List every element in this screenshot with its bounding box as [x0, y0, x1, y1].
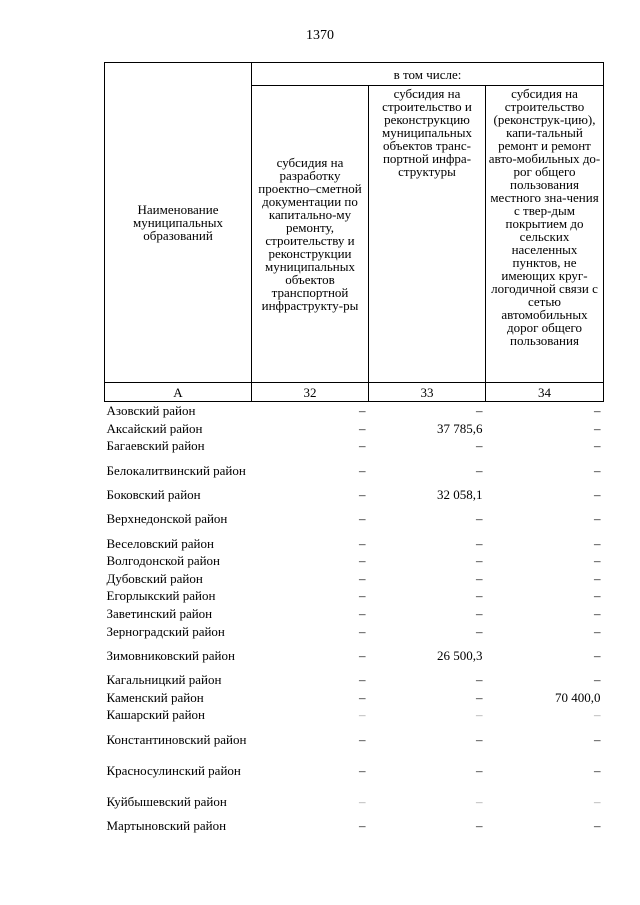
value-col-32: – [359, 570, 366, 586]
table-row [105, 503, 604, 534]
column-header-33: субсидия на строительство и реконструкцию муниципальных объектов транс-портной инфра-структуры [369, 86, 486, 383]
district-name: Волгодонской район [106, 553, 221, 569]
district-name: Боковский район [106, 487, 201, 503]
table-row [105, 706, 604, 724]
district-name: Зерноградский район [106, 623, 225, 639]
value-col-33: – [476, 606, 483, 622]
value-col-33: – [476, 689, 483, 705]
page-number: 1370 [306, 28, 334, 43]
table-header [105, 63, 604, 402]
value-col-32: – [359, 462, 366, 478]
value-col-33: – [476, 707, 483, 723]
column-group-header: в том числе: [252, 63, 604, 86]
value-col-34: – [594, 707, 601, 723]
table-row [105, 671, 604, 689]
table-row [105, 587, 604, 605]
value-col-33: – [476, 588, 483, 604]
value-col-34: – [594, 570, 601, 586]
value-col-34: – [594, 647, 601, 663]
column-header-name: Наименование муниципальных образований [105, 63, 252, 383]
table-row [105, 640, 604, 671]
value-col-34: – [594, 553, 601, 569]
district-name: Кашарский район [106, 707, 205, 723]
table-row [105, 755, 604, 786]
value-col-33: 32 058,1 [437, 487, 483, 503]
column-header-34: субсидия на строительство (реконструк-цию), капи-тальный ремонт и ремонт авто-мобильных до-рог общего пользования местного зна-чения с твер-дым покрытием до сельских населенных пунктов, не имеющих круг-логодичной связи с сетью автомобильных дорог общего пользования [486, 86, 604, 383]
value-col-33: – [476, 511, 483, 527]
value-col-33: 37 785,6 [437, 420, 483, 436]
district-name: Каменский район [106, 689, 204, 705]
value-col-32: – [359, 606, 366, 622]
district-name: Веселовский район [106, 535, 214, 551]
value-col-33: – [476, 762, 483, 778]
table-row [105, 622, 604, 640]
value-col-32: – [359, 793, 366, 809]
value-col-32: – [359, 623, 366, 639]
value-col-33: – [476, 403, 483, 419]
value-col-33: – [476, 672, 483, 688]
value-col-33: – [476, 818, 483, 834]
district-name: Багаевский район [106, 438, 205, 454]
column-number-33: 33 [369, 383, 486, 402]
value-col-32: – [359, 487, 366, 503]
value-col-34: – [594, 403, 601, 419]
table-row [105, 570, 604, 588]
value-col-34: – [594, 588, 601, 604]
value-col-33: – [476, 535, 483, 551]
value-col-32: – [359, 762, 366, 778]
value-col-33: – [476, 793, 483, 809]
district-name: Заветинский район [106, 606, 213, 622]
table-row [105, 689, 604, 707]
district-name: Азовский район [106, 403, 196, 419]
district-name: Мартыновский район [106, 818, 227, 834]
table-row [105, 534, 604, 552]
table-row [105, 486, 604, 504]
table-row [105, 420, 604, 438]
value-col-34: – [594, 535, 601, 551]
district-name: Кагальницкий район [106, 672, 222, 688]
value-col-32: – [359, 420, 366, 436]
value-col-34: 70 400,0 [555, 689, 601, 705]
value-col-33: – [476, 731, 483, 747]
table-row [105, 724, 604, 755]
value-col-34: – [594, 438, 601, 454]
value-col-32: – [359, 403, 366, 419]
value-col-33: – [476, 438, 483, 454]
table-row [105, 786, 604, 817]
subsidy-table [104, 62, 604, 834]
value-col-34: – [594, 487, 601, 503]
district-name: Красносулинский район [106, 762, 241, 778]
value-col-34: – [594, 623, 601, 639]
table-row [105, 455, 604, 486]
value-col-32: – [359, 818, 366, 834]
table-row [105, 605, 604, 623]
district-name: Белокалитвинский район [106, 462, 246, 478]
column-number-row [105, 383, 604, 402]
value-col-32: – [359, 553, 366, 569]
column-header-32: субсидия на разработку проектно–сметной документации по капитально-му ремонту, строительству и реконструкции муниципальных объектов транспортной инфраструкту-ры [252, 86, 369, 383]
value-col-34: – [594, 420, 601, 436]
district-name: Верхнедонской район [106, 511, 228, 527]
table-row [105, 437, 604, 455]
value-col-34: – [594, 793, 601, 809]
value-col-32: – [359, 731, 366, 747]
value-col-32: – [359, 438, 366, 454]
value-col-34: – [594, 672, 601, 688]
value-col-34: – [594, 511, 601, 527]
value-col-32: – [359, 588, 366, 604]
district-name: Куйбышевский район [106, 793, 227, 809]
district-name: Егорлыкский район [106, 588, 216, 604]
value-col-33: – [476, 570, 483, 586]
column-number-34: 34 [486, 383, 604, 402]
column-number-a: А [105, 383, 252, 402]
value-col-34: – [594, 606, 601, 622]
value-col-32: – [359, 689, 366, 705]
value-col-32: – [359, 511, 366, 527]
value-col-32: – [359, 707, 366, 723]
district-name: Дубовский район [106, 570, 203, 586]
district-name: Константиновский район [106, 731, 247, 747]
value-col-33: – [476, 623, 483, 639]
table-row [105, 817, 604, 835]
value-col-34: – [594, 762, 601, 778]
value-col-33: – [476, 462, 483, 478]
value-col-32: – [359, 672, 366, 688]
value-col-34: – [594, 731, 601, 747]
value-col-33: – [476, 553, 483, 569]
value-col-34: – [594, 818, 601, 834]
district-name: Аксайский район [106, 420, 203, 436]
table-body [105, 402, 604, 835]
value-col-32: – [359, 647, 366, 663]
value-col-33: 26 500,3 [437, 647, 483, 663]
value-col-34: – [594, 462, 601, 478]
column-number-32: 32 [252, 383, 369, 402]
district-name: Зимовниковский район [106, 647, 235, 663]
table-row [105, 402, 604, 420]
table-row [105, 552, 604, 570]
value-col-32: – [359, 535, 366, 551]
